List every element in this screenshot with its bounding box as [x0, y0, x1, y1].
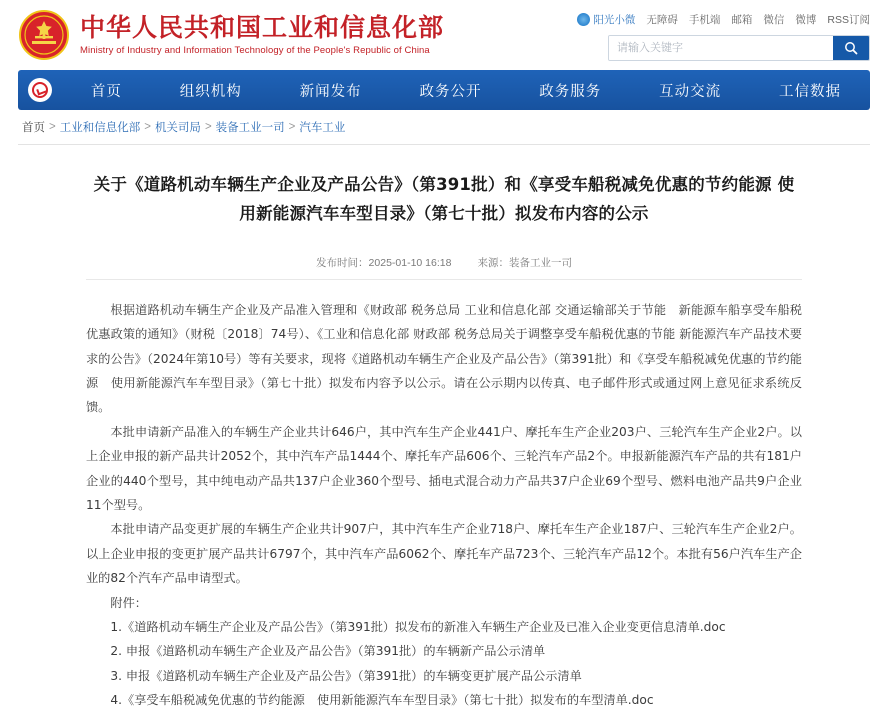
- attachment-item[interactable]: 2. 申报《道路机动车辆生产企业及产品公告》（第391批）的车辆新产品公示清单: [110, 644, 546, 659]
- publish-time: 发布时间：2025-01-10 16:18: [316, 256, 452, 269]
- top-link-sunshine[interactable]: [577, 12, 635, 27]
- top-link-accessibility[interactable]: 无障碍: [646, 13, 678, 26]
- article-meta: [86, 255, 802, 280]
- site-title-en: Ministry of Industry and Information Technology of the People's Republic of China: [80, 45, 430, 57]
- site-title-block: [80, 14, 444, 57]
- breadcrumb-item-auto-industry[interactable]: 汽车工业: [299, 122, 346, 134]
- breadcrumb-item-miit[interactable]: 工业和信息化部: [59, 122, 141, 134]
- search-bar[interactable]: [608, 35, 870, 61]
- article-source: 来源：装备工业一司: [477, 256, 572, 269]
- breadcrumb-item-equipment-dept[interactable]: 装备工业一司: [215, 122, 285, 134]
- attachment-heading: 附件：: [110, 595, 147, 610]
- breadcrumb-item-departments[interactable]: 机关司局: [154, 122, 201, 134]
- top-links: [577, 12, 870, 27]
- breadcrumb-item-home[interactable]: 首页: [22, 122, 45, 134]
- top-link-mobile[interactable]: 手机端: [688, 13, 721, 26]
- main-navigation: [18, 70, 870, 110]
- nav-item-organization[interactable]: 组织机构: [179, 83, 242, 100]
- top-link-wechat[interactable]: 微信: [763, 13, 785, 26]
- search-icon: [844, 41, 858, 55]
- attachment-item[interactable]: 3. 申报《道路机动车辆生产企业及产品公告》（第391批）的车辆变更扩展产品公示清单: [110, 668, 582, 683]
- breadcrumb-separator: >: [288, 121, 296, 133]
- nav-item-news[interactable]: 新闻发布: [299, 83, 362, 100]
- attachment-list: [86, 615, 802, 713]
- article-paragraph: 本批申请新产品准入的车辆生产企业共计646户，其中汽车生产企业441户、摩托车生产企业203户、三轮汽车生产企业2户。以上企业申报的新产品共计2052个，其中汽车产品1444个、摩托车产品606个、三轮汽车产品2个。申报新能源汽车产品的共有181户企业的440个型号，其中纯电动产品共137户企业360个型号、插电式混合动力产品共37户企业69个型号、燃料电池产品共9户企业11个型号。: [86, 424, 802, 512]
- article-paragraph: 本批申请产品变更扩展的车辆生产企业共计907户，其中汽车生产企业718户、摩托车生产企业187户、三轮汽车生产企业2户。以上企业申报的变更扩展产品共计6797个，其中汽车产品6062个、摩托车产品723个、三轮汽车产品12个。本批有56户汽车生产企业的82个汽车产品申请型式。: [86, 522, 802, 586]
- nav-item-government-disclosure[interactable]: 政务公开: [419, 83, 482, 100]
- nav-item-data[interactable]: 工信数据: [778, 83, 841, 100]
- article-body: [86, 280, 802, 713]
- search-button[interactable]: [833, 36, 869, 60]
- breadcrumb-separator: >: [204, 121, 212, 133]
- article-paragraph: 根据道路机动车辆生产企业及产品准入管理和《财政部 税务总局 工业和信息化部 交通运输部关于节能 新能源车船享受车船税优惠政策的通知》（财税〔2018〕74号）、《工业和信息化部 财政部 税务总局关于调整享受车船税优惠的节能 新能源汽车产品技术要求的公告》（2024年第10号）等有关要求，现将《道路机动车辆生产企业及产品公告》（第391批）和《享受车船税减免优惠的节约能源 使用新能源汽车车型目录》（第七十批）拟发布内容予以公示。请在公示期内以传真、电子邮件形式或通过网上意见征求系统反馈。: [86, 302, 802, 415]
- top-link-rss[interactable]: RSS订阅: [827, 13, 870, 26]
- national-emblem-icon: [18, 9, 70, 61]
- miit-logo-inner: [32, 82, 48, 98]
- top-link-weibo[interactable]: 微博: [795, 13, 817, 26]
- breadcrumb-separator: >: [49, 121, 56, 133]
- article-container: [0, 145, 888, 713]
- attachment-item[interactable]: 4.《享受车船税减免优惠的节约能源 使用新能源汽车车型目录》（第七十批）拟发布的车型清单.doc: [110, 693, 654, 708]
- miit-logo-icon[interactable]: [28, 78, 52, 102]
- top-link-label-0: 阳光小微: [593, 13, 636, 26]
- site-header: [0, 0, 888, 70]
- top-link-mail[interactable]: 邮箱: [731, 13, 753, 26]
- nav-item-interaction[interactable]: 互动交流: [659, 83, 722, 100]
- breadcrumb-separator: >: [144, 121, 151, 133]
- sun-icon: [577, 13, 590, 26]
- nav-item-home[interactable]: 首页: [90, 83, 122, 100]
- breadcrumb: [18, 110, 870, 145]
- page-title: 关于《道路机动车辆生产企业及产品公告》（第391批）和《享受车船税减免优惠的节约能源 使用新能源汽车车型目录》（第七十批）拟发布内容的公示: [93, 175, 795, 223]
- nav-item-government-service[interactable]: 政务服务: [539, 83, 602, 100]
- nav-list: [62, 80, 870, 101]
- attachment-item[interactable]: 1.《道路机动车辆生产企业及产品公告》（第391批）拟发布的新准入车辆生产企业及已准入企业变更信息清单.doc: [110, 620, 726, 635]
- header-right: [577, 10, 870, 61]
- search-input[interactable]: [609, 36, 833, 60]
- site-title-cn: 中华人民共和国工业和信息化部: [80, 12, 445, 42]
